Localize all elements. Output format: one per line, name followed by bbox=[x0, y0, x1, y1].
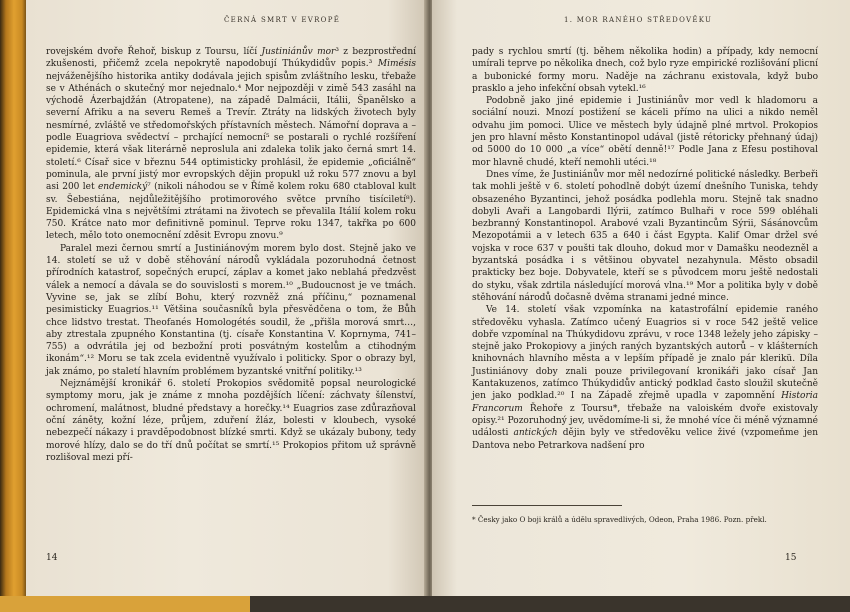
italic-term: Justiniánův mor bbox=[261, 47, 336, 57]
yellow-object bbox=[0, 596, 250, 612]
text-run: dějin byly ve středověku velice živé (vzpomeňme jen Dantova nebo Petrarkova nadšení pro bbox=[472, 428, 818, 451]
text-run: pady s rychlou smrtí (tj. během několika hodin) a případy, kdy nemocní umírali teprve po několika dnech, což bylo ryze empirické rozlišování plicní a bubonické formy moru. Naděje na záchranu existovala, když bubo prasklo a jeho infekční obsah vytekl.¹⁶ bbox=[472, 47, 818, 94]
running-head-right: 1. MOR RANÉHO STŘEDOVĚKU bbox=[564, 16, 713, 24]
text-run: Podobně jako jiné epidemie i Justiniánův mor vedl k hladomoru a sociální nouzi. Mnozí postižení se káceli přímo na ulici a nikdo neměl odvahu jim pomoci. Ulice ve městech byly údajně plné mrtvol. Prokopios jen pro hlavní město Konstantinopol udával (jistě rétoricky přehnaný údaj) od 5000 do 10 000 „a více“ obětí denně!¹⁷ Podle Jana z Efesu postihoval mor hlavně chudé, kteří nemohli utéci.¹⁸ bbox=[472, 96, 818, 168]
text-run: Řehoře z Toursu*, třebaže na valoiském dvoře existovaly opisy.²¹ Pozoruhodný jev, uvědomíme-li si, že mnohé více či méně významné události bbox=[472, 403, 818, 439]
text-run: Paralel mezi černou smrtí a Justiniánovým morem bylo dost. Stejně jako ve 14. století se už v době stěhování národů vykládala pozoruhodná četnost přírodních katastrof, sopečných erupcí, záplav a komet jako neblahá předzvěst válek a nemocí a dávala se do souvislosti s morem.¹⁰ „Budoucnost je ve tmách. Vyvine se, jak se zlíbí Bohu, který rozvněž zná příčinu,“ poznamenal pesimisticky Euagrios.¹¹ Většina současníků byla přesvědčena o tom, že Bůh chce lidstvo trestat. Theofanés Homologétés soudil, že „přišla morová smrt…, aby ztrestala zpupného Konstantina (tj. císaře Konstantina V. Koprnyma, 741–755) a odvrátila jej od bezbožní proti posvátným kostelům a ctihodným ikonám“.¹² Moru se tak zcela evidentně využívalo i politicky. Spor o obrazy byl, jak známo, po staletí hlavním problémem byzantské vnitřní politiky.¹³ bbox=[46, 243, 416, 377]
text-run: ⁷ (nikoli náhodou se v Římě kolem roku 680 ctabloval kult sv. Šebestiána, nejdůležitějšího protimorového světce prvního tisíciletí⁸). Epidemická vlna s největšími ztrátami na životech se převalila Itálií kolem roku 750. Krátce nato mor definitivně pominul. Teprve roku 1347, takřka po 600 letech, mělo toto onemocnění zděsit Evropu znovu.⁹ bbox=[46, 182, 416, 242]
paragraph bbox=[46, 46, 416, 243]
right-page bbox=[432, 0, 850, 600]
paragraph bbox=[472, 304, 818, 452]
footnote: * Česky jako O boji králů a údělu spravedlivých, Odeon, Praha 1986. Pozn. překl. bbox=[472, 515, 767, 524]
page-number-right: 15 bbox=[785, 553, 797, 563]
footnote-rule bbox=[472, 505, 622, 506]
paragraph bbox=[46, 243, 416, 378]
left-page bbox=[26, 0, 428, 600]
text-run: rovejském dvoře Řehoř, biskup z Toursu, líčí bbox=[46, 47, 262, 57]
right-body-text bbox=[472, 46, 818, 452]
italic-term: endemický bbox=[97, 182, 148, 193]
paragraph bbox=[472, 46, 818, 95]
page-number-left: 14 bbox=[46, 553, 58, 563]
text-run: Ve 14. století však vzpomínka na katastrofální epidemie raného středověku vyhasla. Zatímco učený Euagrios si v roce 542 ještě velice dobře vzpomínal na Thúkydidovu zprávu, v roce 1348 ležely jeho zápisky – stejně jako Prokopiovy a jiných raných byzantských autorů – v klášterních knihovnách hlavního města a v lepším případě je znalo pár klerikü. Díla Justiniánovy doby znali pouze privilegovaní kronikáři jako císař Jan Kantakuzenos, zatímco Thúkydidův antický podklad často sloužil skutečně jen jako podklad.²⁰ I na Západě zřejmě upadla v zapomnění bbox=[472, 305, 818, 402]
paragraph bbox=[472, 169, 818, 304]
text-run: Nejznámější kronikář 6. století Prokopios svědomitě popsal neurologické symptomy moru, jak je známe z mnoha pozdějších líčení: záchvaty šílenství, ochromení, malátnost, bludné představy a horečky.¹⁴ Euagrios zase zdůrazňoval oční záněty, kožní léze, průjem, zduření žláz, bolesti v kloubech, vysoké nebezpečí nákazy i pravděpodobnost blízké smrti. Když se ukázaly bubony, tedy morové hlízy, dalo se do tří dnů počítat se smrtí.¹⁵ Prokopios přitom už správně rozlišoval mezi pří- bbox=[46, 379, 416, 463]
table-surface bbox=[0, 596, 850, 612]
paragraph bbox=[46, 378, 416, 464]
text-run: nejváženějšího historika antiky dodávala jejich spisům zvláštního lesku, třebaže se v Athénách o skutečný mor nejednalo.⁴ Mor nejpozději v zimě 543 zasáhl na východě Ázerbajdžán (Atropatene), na západě Dalmácii, Itálii, Španělsko a severní Afriku a na severu Remeš a Trevír. Ztráty na lidských životech byly nesmírné, zvláště ve středomořských přístavních městech. Námořní doprava a – podle Euagriova svědectví – prchající nemocní⁵ se postarali o rychlé rozšíření epidemie, která však literárně neproslula ani zdaleka tolik jako černá smrt 14. století.⁶ Císař sice v březnu 544 optimisticky prohlásil, že epidemie „oficiálně“ pominula, ale první jistý mor evropských dějin propukl už roku 577 znovu a byl asi 200 let bbox=[46, 71, 416, 193]
italic-term: antických bbox=[513, 428, 558, 439]
paragraph bbox=[472, 95, 818, 169]
book-edge bbox=[0, 0, 26, 612]
italic-term: Mimésis bbox=[377, 59, 416, 70]
italic-term: Historia Francorum bbox=[472, 391, 818, 414]
text-run: ³ z bezprostřední zkušenosti, přičemž zcela nepokrytě napodobují Thúkydidův popis.³ bbox=[46, 47, 416, 70]
running-head-left: ČERNÁ SMRT V EVROPĚ bbox=[224, 16, 341, 24]
text-run: Dnes víme, že Justiniánův mor měl nedozírné politické následky. Berbeři tak mohli ještě v 6. století pohodlně dobýt území dnešního Tuniska, tehdy obsazeného Byzantinci, jehož posádka podlehla moru. Stejně tak snadno dobyli Avaři a Langobardi Ilýrii, zatímco Bulhaři v roce 599 obléhali bezbranný Konstantinopol. Arabové vzali Byzantincům Sýrii, Sásánovcům Mezopotámii a v letech 635 a 640 i část Egypta. Kalif Omar držel své vojska v roce 637 v poušti tak dlouho, dokud mor v Damašku neodezněl a byzantská posádka i s většinou obyvatel nezahynula. Město obsadil prakticky bez boje. Dobyvatele, kteří se s původcem moru ještě nedostali do styku, však zdrtila následující morová vlna.¹⁹ Mor a politika byly v době stěhování národů dočasně dvěma stranami jedné mince. bbox=[472, 169, 818, 303]
left-body-text bbox=[46, 46, 416, 464]
